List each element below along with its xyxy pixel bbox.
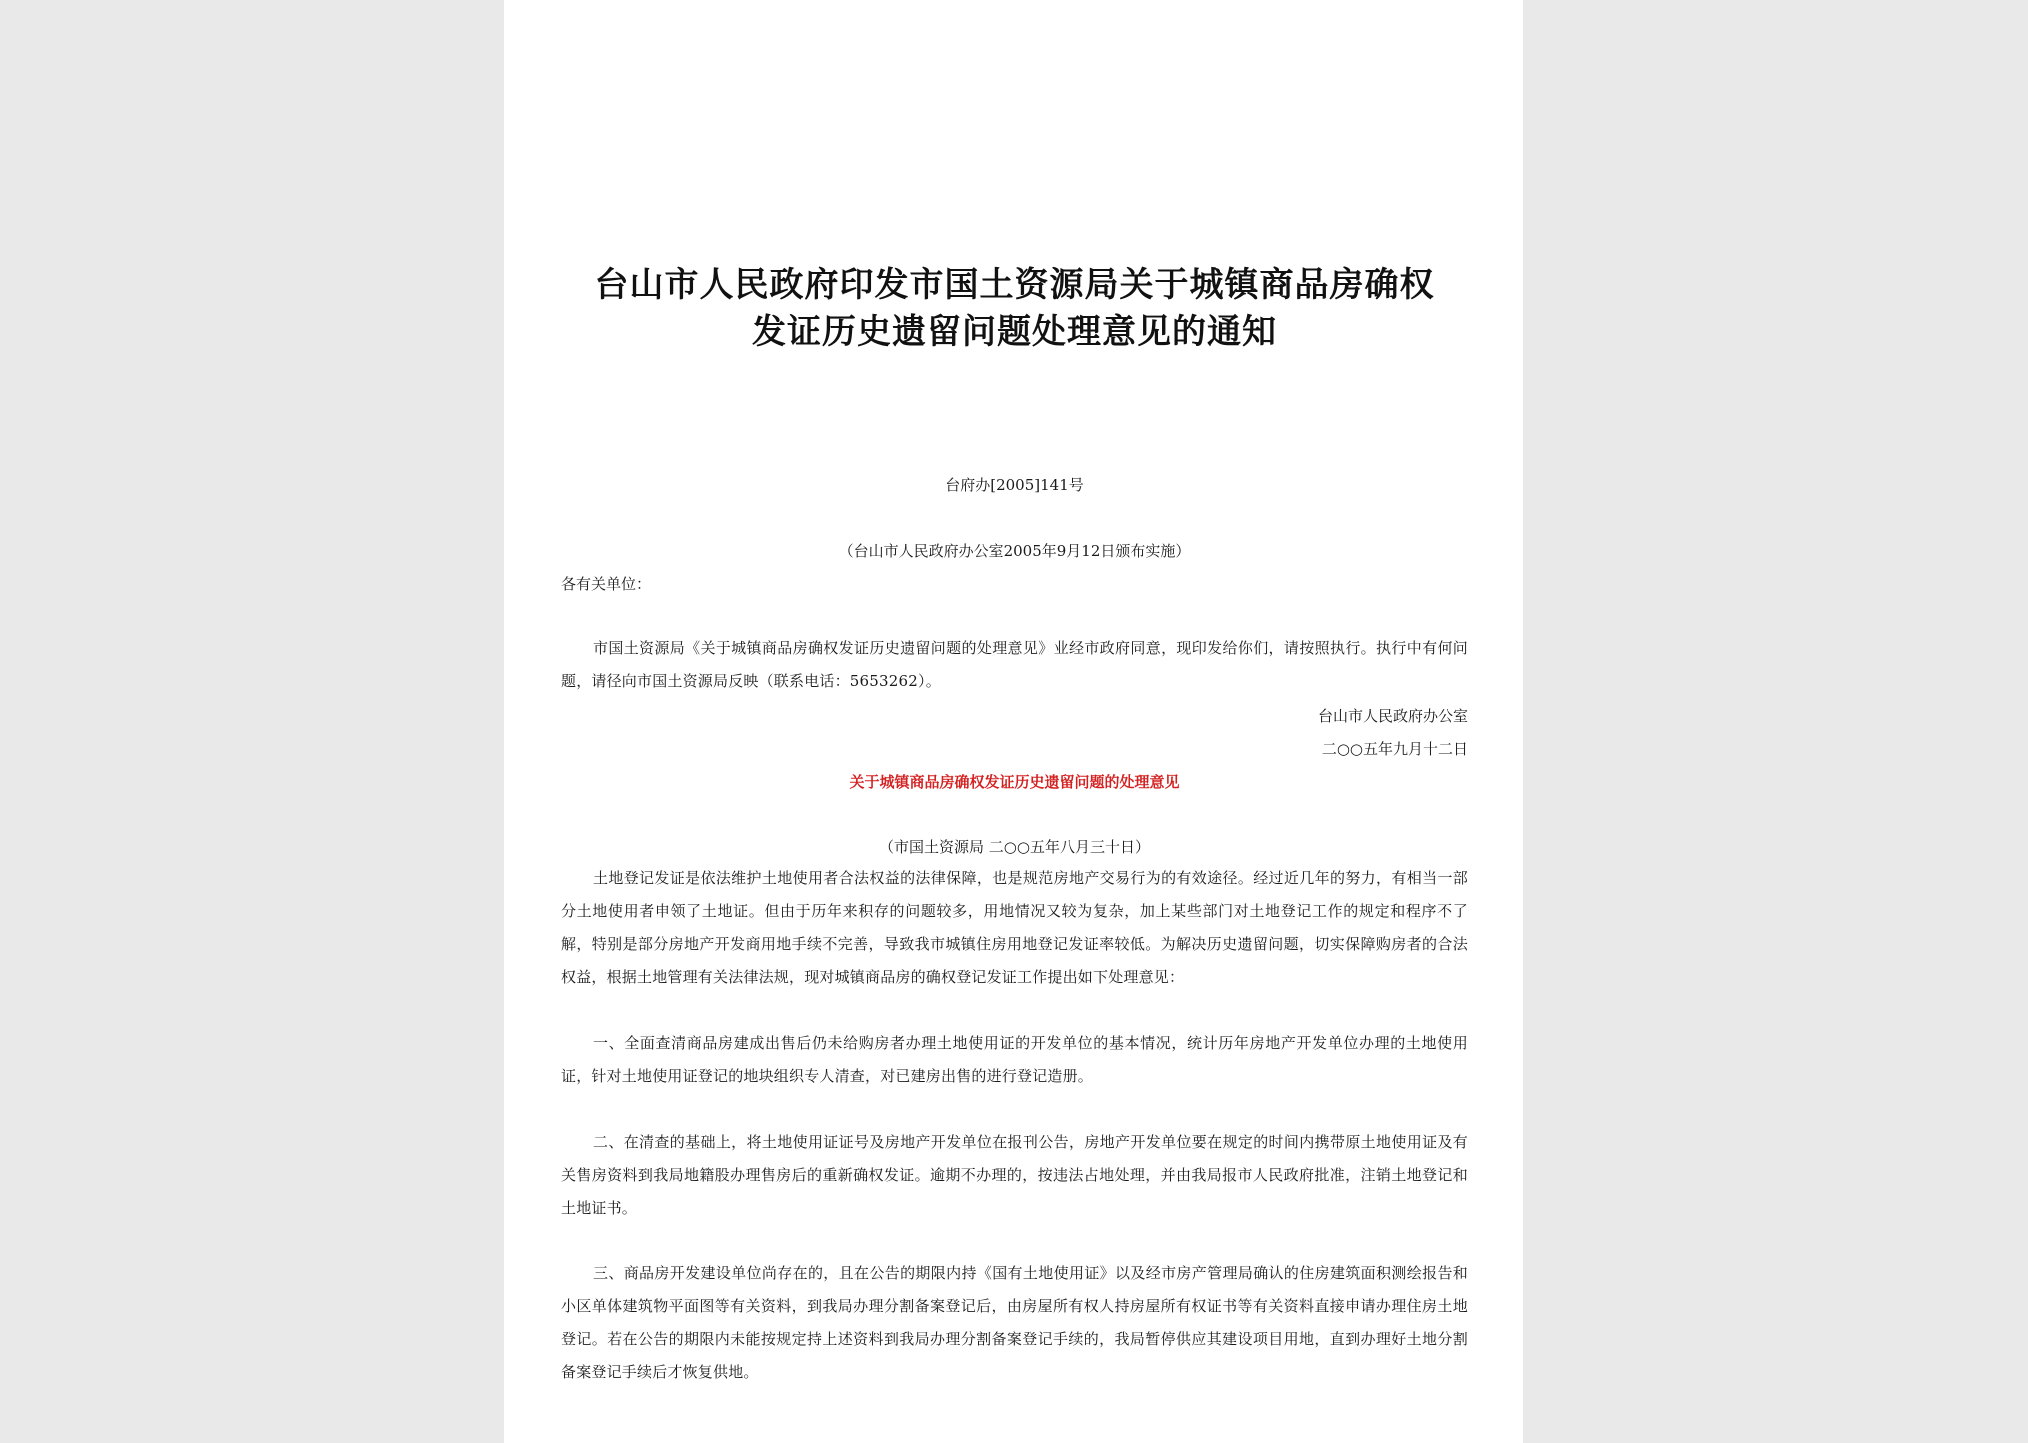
preamble-paragraph (561, 862, 1468, 994)
document-title (561, 262, 1468, 356)
sign-date: 二○○五年九月十二日 (1321, 740, 1468, 758)
item-2-text: 二、在清查的基础上，将土地使用证证号及房地产开发单位在报刊公告，房地产开发单位要在规定的时间内携带原土地使用证及有关售房资料到我局地籍股办理售房后的重新确权发证。逾期不办理的，按违法占地处理，并由我局报市人民政府批准，注销土地登记和土地证书。 (561, 1133, 1468, 1217)
document-number: 台府办[2005]141号 (945, 476, 1084, 494)
intro-text: 市国土资源局《关于城镇商品房确权发证历史遗留问题的处理意见》业经市政府同意，现印发给你们，请按照执行。执行中有何问题，请径向市国土资源局反映（联系电话：5653262）。 (561, 639, 1468, 690)
preamble-text: 土地登记发证是依法维护土地使用者合法权益的法律保障，也是规范房地产交易行为的有效途径。经过近几年的努力，有相当一部分土地使用者申领了土地证。但由于历年来积存的问题较多，用地情况又较为复杂，加上某些部门对土地登记工作的规定和程序不了解，特别是部分房地产开发商用地手续不完善，导致我市城镇住房用地登记发证率较低。为解决历史遗留问题，切实保障购房者的合法权益，根据土地管理有关法律法规，现对城镇商品房的确权登记发证工作提出如下处理意见： (561, 869, 1468, 986)
intro-paragraph (561, 632, 1468, 698)
item-3-text: 三、商品房开发建设单位尚存在的，且在公告的期限内持《国有土地使用证》以及经市房产管理局确认的住房建筑面积测绘报告和小区单体建筑物平面图等有关资料，到我局办理分割备案登记后，由房屋所有权人持房屋所有权证书等有关资料直接申请办理住房土地登记。若在公告的期限内未能按规定持上述资料到我局办理分割备案登记手续的，我局暂停供应其建设项目用地，直到办理好土地分割备案登记手续后才恢复供地。 (561, 1264, 1468, 1381)
salutation: 各有关单位： (561, 575, 652, 593)
item-2-paragraph (561, 1126, 1468, 1225)
document-page (504, 0, 1523, 1443)
issue-note: （台山市人民政府办公室2005年9月12日颁布实施） (838, 542, 1191, 560)
item-3-paragraph (561, 1257, 1468, 1389)
title-line-1: 台山市人民政府印发市国土资源局关于城镇商品房确权 (594, 265, 1435, 305)
item-1-paragraph (561, 1027, 1468, 1093)
attachment-source: （市国土资源局 二○○五年八月三十日） (879, 838, 1150, 856)
signer: 台山市人民政府办公室 (1317, 707, 1468, 725)
title-line-2: 发证历史遗留问题处理意见的通知 (752, 312, 1277, 352)
attachment-title: 关于城镇商品房确权发证历史遗留问题的处理意见 (849, 773, 1180, 791)
item-1-text: 一、全面查清商品房建成出售后仍未给购房者办理土地使用证的开发单位的基本情况，统计历年房地产开发单位办理的土地使用证，针对土地使用证登记的地块组织专人清查，对已建房出售的进行登记造册。 (561, 1034, 1468, 1085)
